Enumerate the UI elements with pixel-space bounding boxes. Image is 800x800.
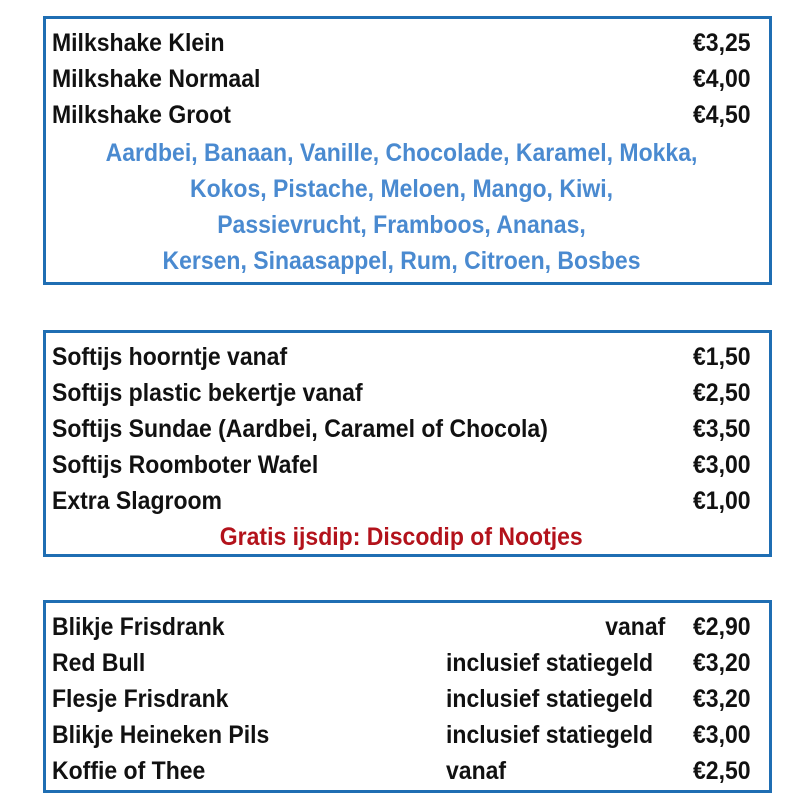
item-price: €2,50 [693, 757, 751, 785]
item-price: €1,50 [693, 343, 751, 371]
item-name: Koffie of Thee [52, 757, 206, 785]
item-note: vanaf [604, 613, 665, 641]
item-name: Milkshake Klein [52, 29, 225, 57]
menu-row [52, 483, 751, 519]
item-name: Extra Slagroom [52, 487, 222, 515]
item-name: Softijs plastic bekertje vanaf [52, 379, 363, 407]
item-price: €2,90 [693, 613, 751, 641]
menu-row [52, 645, 751, 681]
item-note: inclusief statiegeld [446, 685, 654, 713]
item-name: Flesje Frisdrank [52, 685, 229, 713]
item-price: €3,20 [693, 685, 751, 713]
flavor-list [52, 135, 751, 279]
item-price: €1,00 [693, 487, 751, 515]
item-name: Softijs Roomboter Wafel [52, 451, 319, 479]
menu-row [52, 681, 751, 717]
item-note: inclusief statiegeld [446, 649, 654, 677]
item-price: €3,50 [693, 415, 751, 443]
flavor-line: Kokos, Pistache, Meloen, Mango, Kiwi, [189, 175, 614, 203]
flavor-line: Aardbei, Banaan, Vanille, Chocolade, Karamel, Mokka, [105, 139, 698, 167]
menu-row [52, 411, 751, 447]
menu-row [52, 25, 751, 61]
item-note: vanaf [446, 757, 507, 785]
menu-row [52, 375, 751, 411]
item-price: €4,00 [693, 65, 751, 93]
item-name: Blikje Heineken Pils [52, 721, 270, 749]
menu-row [52, 753, 751, 789]
item-name: Blikje Frisdrank [52, 613, 225, 641]
item-price: €3,00 [693, 721, 751, 749]
menu-row [52, 61, 751, 97]
item-name: Milkshake Groot [52, 101, 231, 129]
flavor-line: Kersen, Sinaasappel, Rum, Citroen, Bosbes [162, 247, 641, 275]
item-name: Red Bull [52, 649, 146, 677]
item-name: Softijs hoorntje vanaf [52, 343, 288, 371]
softijs-section [43, 330, 772, 557]
menu-row [52, 447, 751, 483]
item-price: €3,25 [693, 29, 751, 57]
promo-text [52, 519, 751, 555]
promo-label: Gratis ijsdip: Discodip of Nootjes [220, 523, 583, 551]
item-name: Softijs Sundae (Aardbei, Caramel of Chocola) [52, 415, 548, 443]
flavor-line: Passievrucht, Framboos, Ananas, [217, 211, 586, 239]
menu-row [52, 339, 751, 375]
item-price: €3,20 [693, 649, 751, 677]
milkshake-section [43, 16, 772, 285]
menu-row [52, 717, 751, 753]
item-note: inclusief statiegeld [446, 721, 654, 749]
drinks-section [43, 600, 772, 793]
item-price: €2,50 [693, 379, 751, 407]
item-price: €4,50 [693, 101, 751, 129]
item-price: €3,00 [693, 451, 751, 479]
menu-row [52, 97, 751, 133]
menu-row [52, 609, 751, 645]
item-name: Milkshake Normaal [52, 65, 261, 93]
